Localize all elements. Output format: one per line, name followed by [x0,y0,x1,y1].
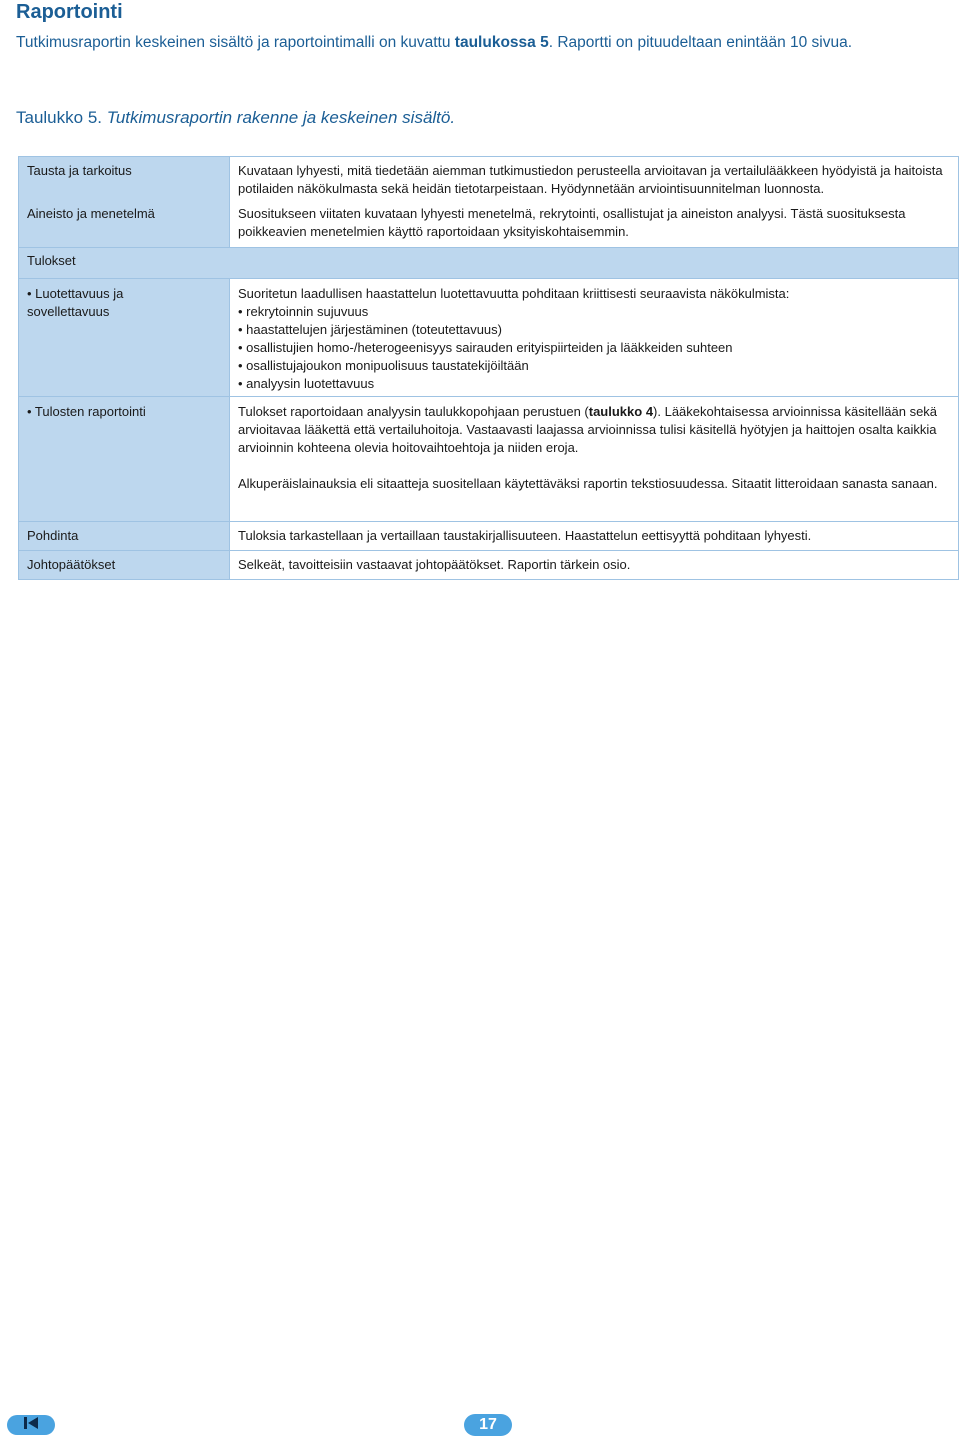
text-discussion: Tuloksia tarkastellaan ja vertaillaan taustakirjallisuuteen. Haastattelun eettisyyttä pohditaan lyhyesti. [238,528,812,543]
page-number-badge: 17 [464,1414,512,1436]
text-reporting-p2: Alkuperäislainauksia eli sitaatteja suositellaan käytettäväksi raportin tekstiosuudessa. Sitaatit litteroidaan sanasta sanaan. [238,476,938,491]
row-label-cell [19,157,230,248]
row-label-cell [19,522,230,551]
text-method: Suositukseen viitaten kuvataan lyhyesti menetelmä, rekrytointi, osallistujat ja aineiston analyysi. Tästä suosituksesta poikkeavien menetelmien käyttö raportoidaan yksityiskohtaisemmin. [238,206,906,239]
text-conclusions: Selkeät, tavoitteisiin vastaavat johtopäätökset. Raportin tärkein osio. [238,557,631,572]
intro-paragraph [16,33,956,53]
reporting-table-ref: taulukko 4 [588,404,654,419]
table-row [19,397,959,522]
results-header-cell [19,248,959,279]
intro-table-ref: taulukossa 5 [454,34,549,51]
list-item: • haastattelujen järjestäminen (toteutettavuus) [238,321,950,339]
row-content-cell [230,279,959,397]
row-content-cell [230,157,959,248]
row-content-cell [230,397,959,522]
label-discussion: Pohdinta [27,528,79,543]
list-item: • analyysin luotettavuus [238,375,950,393]
page-title: Raportointi [16,1,123,23]
table-row [19,522,959,551]
text-reliability-intro: Suoritetun laadullisen haastattelun luotettavuutta pohditaan kriittisesti seuraavista näkökulmista: [238,286,790,301]
label-method: Aineisto ja menetelmä [27,206,155,221]
row-label-cell [19,279,230,397]
table-row [19,279,959,397]
text-reporting-p1 [238,403,950,457]
reporting-after: ). Lääkekohtaisessa arvioinnissa käsitellään sekä arvioitavaa lääkettä että vertailuhoitoja. Vastaavasti laajassa arvioinnissa tulisi käsitellä hyötyjen ja haittojen osalta kaikkia arvioinnin kohteena olevia hoitovaihtoehtoja ja niiden eroja. [238,404,938,455]
list-item: • osallistujajoukon monipuolisuus taustatekijöiltään [238,357,950,375]
caption-text: Tutkimusraportin rakenne ja keskeinen sisältö. [106,108,456,127]
label-background: Tausta ja tarkoitus [27,163,132,178]
label-reporting: • Tulosten raportointi [27,404,146,419]
reporting-before: Tulokset raportoidaan analyysin taulukkopohjaan perustuen ( [238,404,589,419]
label-reliability: • Luotettavuus ja sovellettavuus [27,286,124,319]
reliability-list [238,303,950,393]
label-conclusions: Johtopäätökset [27,557,116,572]
row-label-cell [19,551,230,580]
list-item: • rekrytoinnin sujuvuus [238,303,950,321]
report-structure-table [18,156,959,580]
skip-back-button[interactable] [7,1415,55,1435]
row-content-cell [230,522,959,551]
skip-back-icon [23,1416,39,1435]
table-row [19,551,959,580]
row-content-cell [230,551,959,580]
intro-text-before: Tutkimusraportin keskeinen sisältö ja raportointimalli on kuvattu [16,34,455,51]
table-row [19,248,959,279]
intro-text-after: . Raportti on pituudeltaan enintään 10 sivua. [548,34,853,51]
row-label-cell [19,397,230,522]
caption-number: Taulukko 5. [16,108,102,127]
table-row [19,157,959,248]
label-results: Tulokset [27,253,76,268]
table-caption [16,107,455,129]
list-item: • osallistujien homo-/heterogeenisyys sairauden erityispiirteiden ja lääkkeiden suhteen [238,339,950,357]
text-background: Kuvataan lyhyesti, mitä tiedetään aiemman tutkimustiedon perusteella arvioitavan ja vertailulääkkeen hyödyistä ja haitoista potilaiden näkökulmasta sekä heidän tietotarpeistaan. Hyödynnetään arviointisuunnitelman luonnosta. [238,163,943,196]
